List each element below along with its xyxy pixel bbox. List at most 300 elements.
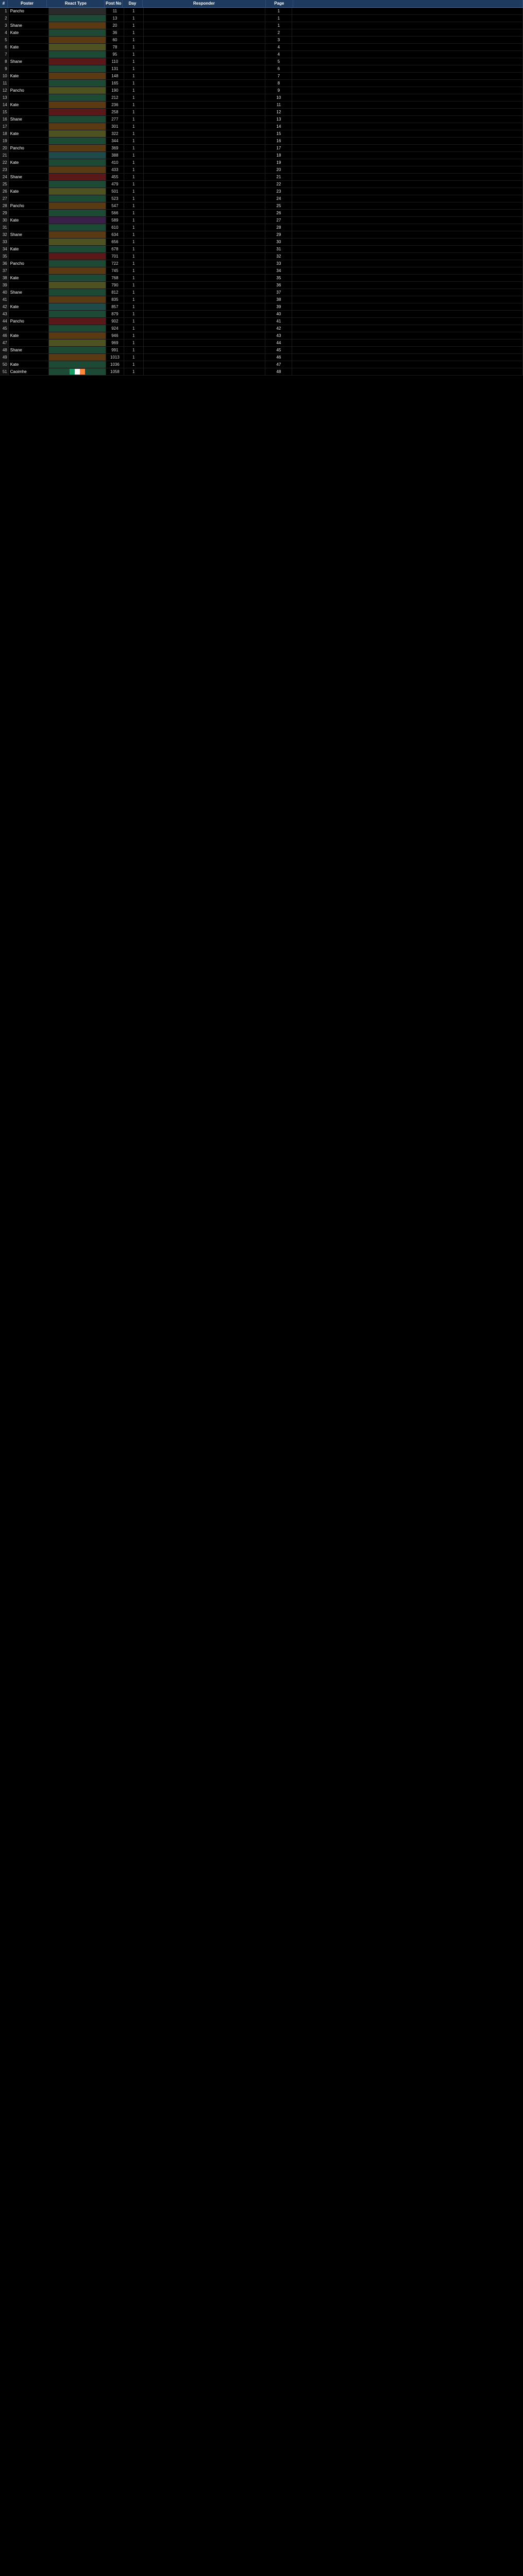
cell-page[interactable]: 17 xyxy=(265,145,292,151)
cell-post[interactable]: Kate xyxy=(9,101,49,108)
cell-post[interactable] xyxy=(9,210,49,216)
cell-day[interactable]: 1 xyxy=(124,181,144,188)
cell-num[interactable]: 1 xyxy=(0,8,9,14)
cell-day[interactable]: 1 xyxy=(124,260,144,267)
cell-pnum[interactable]: 946 xyxy=(106,332,124,339)
cell-post[interactable] xyxy=(9,340,49,346)
cell-num[interactable]: 4 xyxy=(0,29,9,36)
cell-post[interactable] xyxy=(9,239,49,245)
cell-num[interactable]: 36 xyxy=(0,260,9,267)
cell-num[interactable]: 38 xyxy=(0,275,9,281)
cell-note[interactable] xyxy=(292,195,523,202)
cell-day[interactable]: 1 xyxy=(124,65,144,72)
cell-pnum[interactable]: 790 xyxy=(106,282,124,289)
cell-num[interactable]: 20 xyxy=(0,145,9,151)
cell-note[interactable] xyxy=(292,152,523,159)
cell-page[interactable]: 19 xyxy=(265,159,292,166)
cell-react[interactable] xyxy=(49,239,106,245)
cell-page[interactable]: 12 xyxy=(265,109,292,115)
cell-num[interactable]: 46 xyxy=(0,332,9,339)
cell-pnum[interactable]: 78 xyxy=(106,44,124,50)
cell-num[interactable]: 34 xyxy=(0,246,9,252)
cell-day[interactable]: 1 xyxy=(124,94,144,101)
cell-page[interactable]: 38 xyxy=(265,296,292,303)
cell-num[interactable]: 48 xyxy=(0,347,9,353)
cell-num[interactable]: 11 xyxy=(0,80,9,87)
cell-num[interactable]: 35 xyxy=(0,253,9,260)
cell-page[interactable]: 33 xyxy=(265,260,292,267)
cell-num[interactable]: 9 xyxy=(0,65,9,72)
cell-day[interactable]: 1 xyxy=(124,289,144,296)
cell-page[interactable]: 1 xyxy=(265,8,292,14)
cell-page[interactable]: 37 xyxy=(265,289,292,296)
cell-page[interactable]: 48 xyxy=(265,368,292,375)
cell-note[interactable] xyxy=(292,29,523,36)
cell-post[interactable] xyxy=(9,224,49,231)
cell-react[interactable] xyxy=(49,275,106,281)
cell-resp[interactable] xyxy=(144,340,266,346)
cell-note[interactable] xyxy=(292,181,523,188)
cell-resp[interactable] xyxy=(144,347,266,353)
cell-num[interactable]: 13 xyxy=(0,94,9,101)
cell-react[interactable] xyxy=(49,181,106,188)
cell-post[interactable]: Kate xyxy=(9,361,49,368)
cell-day[interactable]: 1 xyxy=(124,246,144,252)
cell-react[interactable] xyxy=(49,123,106,130)
cell-num[interactable]: 18 xyxy=(0,130,9,137)
cell-day[interactable]: 1 xyxy=(124,361,144,368)
cell-day[interactable]: 1 xyxy=(124,188,144,195)
cell-resp[interactable] xyxy=(144,174,266,180)
cell-note[interactable] xyxy=(292,109,523,115)
cell-day[interactable]: 1 xyxy=(124,224,144,231)
cell-note[interactable] xyxy=(292,289,523,296)
cell-react[interactable] xyxy=(49,44,106,50)
cell-note[interactable] xyxy=(292,51,523,58)
cell-resp[interactable] xyxy=(144,332,266,339)
cell-resp[interactable] xyxy=(144,253,266,260)
cell-pnum[interactable]: 479 xyxy=(106,181,124,188)
cell-num[interactable]: 17 xyxy=(0,123,9,130)
header-react-type[interactable]: React Type xyxy=(47,0,105,7)
cell-pnum[interactable]: 991 xyxy=(106,347,124,353)
cell-react[interactable] xyxy=(49,116,106,123)
cell-num[interactable]: 49 xyxy=(0,354,9,361)
cell-note[interactable] xyxy=(292,130,523,137)
cell-resp[interactable] xyxy=(144,44,266,50)
cell-resp[interactable] xyxy=(144,224,266,231)
cell-post[interactable] xyxy=(9,195,49,202)
cell-resp[interactable] xyxy=(144,159,266,166)
cell-note[interactable] xyxy=(292,282,523,289)
cell-react[interactable] xyxy=(49,347,106,353)
cell-pnum[interactable]: 388 xyxy=(106,152,124,159)
cell-num[interactable]: 22 xyxy=(0,159,9,166)
cell-day[interactable]: 1 xyxy=(124,195,144,202)
cell-page[interactable]: 25 xyxy=(265,202,292,209)
cell-pnum[interactable]: 547 xyxy=(106,202,124,209)
cell-note[interactable] xyxy=(292,231,523,238)
cell-note[interactable] xyxy=(292,325,523,332)
cell-pnum[interactable]: 110 xyxy=(106,58,124,65)
cell-post[interactable]: Kate xyxy=(9,188,49,195)
cell-note[interactable] xyxy=(292,368,523,375)
cell-pnum[interactable]: 344 xyxy=(106,138,124,144)
cell-day[interactable]: 1 xyxy=(124,29,144,36)
cell-post[interactable]: Shane xyxy=(9,116,49,123)
cell-resp[interactable] xyxy=(144,246,266,252)
cell-page[interactable]: 1 xyxy=(265,22,292,29)
cell-react[interactable] xyxy=(49,332,106,339)
cell-post[interactable]: Kate xyxy=(9,275,49,281)
cell-day[interactable]: 1 xyxy=(124,231,144,238)
cell-post[interactable]: Shane xyxy=(9,22,49,29)
cell-note[interactable] xyxy=(292,22,523,29)
header-page[interactable]: Page xyxy=(266,0,293,7)
cell-note[interactable] xyxy=(292,340,523,346)
cell-react[interactable] xyxy=(49,303,106,310)
cell-post[interactable] xyxy=(9,282,49,289)
cell-pnum[interactable]: 722 xyxy=(106,260,124,267)
cell-react[interactable] xyxy=(49,109,106,115)
cell-resp[interactable] xyxy=(144,181,266,188)
cell-post[interactable]: Pancho xyxy=(9,8,49,14)
cell-pnum[interactable]: 36 xyxy=(106,29,124,36)
cell-react[interactable] xyxy=(49,325,106,332)
cell-pnum[interactable]: 20 xyxy=(106,22,124,29)
cell-note[interactable] xyxy=(292,73,523,79)
cell-note[interactable] xyxy=(292,303,523,310)
cell-react[interactable] xyxy=(49,260,106,267)
cell-page[interactable]: 9 xyxy=(265,87,292,94)
cell-resp[interactable] xyxy=(144,152,266,159)
cell-resp[interactable] xyxy=(144,289,266,296)
cell-pnum[interactable]: 410 xyxy=(106,159,124,166)
cell-note[interactable] xyxy=(292,354,523,361)
cell-resp[interactable] xyxy=(144,73,266,79)
header-responder[interactable]: Responder xyxy=(143,0,266,7)
cell-react[interactable] xyxy=(49,94,106,101)
cell-note[interactable] xyxy=(292,80,523,87)
cell-page[interactable]: 15 xyxy=(265,130,292,137)
cell-resp[interactable] xyxy=(144,318,266,325)
cell-post[interactable] xyxy=(9,296,49,303)
cell-note[interactable] xyxy=(292,296,523,303)
cell-post[interactable] xyxy=(9,325,49,332)
cell-note[interactable] xyxy=(292,44,523,50)
cell-day[interactable]: 1 xyxy=(124,138,144,144)
cell-note[interactable] xyxy=(292,311,523,317)
cell-day[interactable]: 1 xyxy=(124,332,144,339)
cell-day[interactable]: 1 xyxy=(124,109,144,115)
cell-resp[interactable] xyxy=(144,109,266,115)
cell-react[interactable] xyxy=(49,354,106,361)
cell-post[interactable]: Kate xyxy=(9,217,49,224)
cell-post[interactable]: Kate xyxy=(9,130,49,137)
cell-day[interactable]: 1 xyxy=(124,73,144,79)
cell-num[interactable]: 2 xyxy=(0,15,9,22)
cell-post[interactable]: Caoimhe xyxy=(9,368,49,375)
cell-react[interactable] xyxy=(49,166,106,173)
cell-day[interactable]: 1 xyxy=(124,51,144,58)
cell-day[interactable]: 1 xyxy=(124,174,144,180)
cell-resp[interactable] xyxy=(144,202,266,209)
cell-pnum[interactable]: 745 xyxy=(106,267,124,274)
cell-day[interactable]: 1 xyxy=(124,116,144,123)
cell-note[interactable] xyxy=(292,138,523,144)
cell-resp[interactable] xyxy=(144,138,266,144)
cell-post[interactable] xyxy=(9,109,49,115)
header-num[interactable]: # xyxy=(0,0,8,7)
cell-page[interactable]: 26 xyxy=(265,210,292,216)
cell-post[interactable] xyxy=(9,311,49,317)
cell-num[interactable]: 32 xyxy=(0,231,9,238)
cell-page[interactable]: 18 xyxy=(265,152,292,159)
cell-post[interactable]: Shane xyxy=(9,289,49,296)
cell-resp[interactable] xyxy=(144,51,266,58)
cell-note[interactable] xyxy=(292,188,523,195)
cell-react[interactable] xyxy=(49,159,106,166)
cell-post[interactable]: Shane xyxy=(9,174,49,180)
cell-page[interactable]: 41 xyxy=(265,318,292,325)
cell-page[interactable]: 4 xyxy=(265,44,292,50)
cell-react[interactable] xyxy=(49,58,106,65)
cell-num[interactable]: 29 xyxy=(0,210,9,216)
cell-pnum[interactable]: 433 xyxy=(106,166,124,173)
cell-pnum[interactable]: 165 xyxy=(106,80,124,87)
cell-page[interactable]: 27 xyxy=(265,217,292,224)
cell-react[interactable] xyxy=(49,361,106,368)
cell-num[interactable]: 21 xyxy=(0,152,9,159)
cell-day[interactable]: 1 xyxy=(124,354,144,361)
cell-resp[interactable] xyxy=(144,145,266,151)
cell-post[interactable]: Pancho xyxy=(9,145,49,151)
cell-page[interactable]: 44 xyxy=(265,340,292,346)
cell-resp[interactable] xyxy=(144,303,266,310)
cell-post[interactable] xyxy=(9,354,49,361)
cell-post[interactable] xyxy=(9,94,49,101)
cell-post[interactable]: Kate xyxy=(9,29,49,36)
cell-note[interactable] xyxy=(292,217,523,224)
cell-resp[interactable] xyxy=(144,80,266,87)
cell-num[interactable]: 33 xyxy=(0,239,9,245)
cell-page[interactable]: 8 xyxy=(265,80,292,87)
cell-note[interactable] xyxy=(292,123,523,130)
cell-pnum[interactable]: 95 xyxy=(106,51,124,58)
cell-page[interactable]: 28 xyxy=(265,224,292,231)
cell-resp[interactable] xyxy=(144,267,266,274)
cell-resp[interactable] xyxy=(144,58,266,65)
cell-post[interactable]: Pancho xyxy=(9,318,49,325)
cell-react[interactable] xyxy=(49,73,106,79)
cell-post[interactable] xyxy=(9,15,49,22)
cell-pnum[interactable]: 768 xyxy=(106,275,124,281)
cell-pnum[interactable]: 969 xyxy=(106,340,124,346)
cell-resp[interactable] xyxy=(144,368,266,375)
cell-num[interactable]: 42 xyxy=(0,303,9,310)
cell-page[interactable]: 6 xyxy=(265,65,292,72)
cell-page[interactable]: 29 xyxy=(265,231,292,238)
cell-day[interactable]: 1 xyxy=(124,217,144,224)
cell-react[interactable] xyxy=(49,152,106,159)
cell-resp[interactable] xyxy=(144,130,266,137)
cell-react[interactable] xyxy=(49,22,106,29)
cell-resp[interactable] xyxy=(144,94,266,101)
cell-day[interactable]: 1 xyxy=(124,253,144,260)
cell-num[interactable]: 5 xyxy=(0,37,9,43)
cell-resp[interactable] xyxy=(144,101,266,108)
cell-react[interactable] xyxy=(49,267,106,274)
cell-post[interactable] xyxy=(9,138,49,144)
header-notes[interactable] xyxy=(293,0,523,7)
cell-post[interactable] xyxy=(9,181,49,188)
cell-react[interactable] xyxy=(49,202,106,209)
cell-pnum[interactable]: 835 xyxy=(106,296,124,303)
cell-pnum[interactable]: 1036 xyxy=(106,361,124,368)
cell-pnum[interactable]: 369 xyxy=(106,145,124,151)
cell-react[interactable] xyxy=(49,37,106,43)
cell-num[interactable]: 27 xyxy=(0,195,9,202)
cell-day[interactable]: 1 xyxy=(124,145,144,151)
cell-pnum[interactable]: 1013 xyxy=(106,354,124,361)
cell-num[interactable]: 19 xyxy=(0,138,9,144)
cell-post[interactable] xyxy=(9,51,49,58)
cell-react[interactable] xyxy=(49,368,106,375)
cell-day[interactable]: 1 xyxy=(124,202,144,209)
cell-react[interactable] xyxy=(49,224,106,231)
cell-react[interactable] xyxy=(49,311,106,317)
cell-post[interactable]: Pancho xyxy=(9,202,49,209)
cell-react[interactable] xyxy=(49,130,106,137)
cell-num[interactable]: 44 xyxy=(0,318,9,325)
cell-note[interactable] xyxy=(292,94,523,101)
cell-day[interactable]: 1 xyxy=(124,15,144,22)
cell-page[interactable]: 32 xyxy=(265,253,292,260)
cell-post[interactable] xyxy=(9,37,49,43)
cell-pnum[interactable]: 258 xyxy=(106,109,124,115)
cell-pnum[interactable]: 566 xyxy=(106,210,124,216)
cell-day[interactable]: 1 xyxy=(124,296,144,303)
cell-note[interactable] xyxy=(292,87,523,94)
cell-page[interactable]: 21 xyxy=(265,174,292,180)
cell-page[interactable]: 47 xyxy=(265,361,292,368)
cell-num[interactable]: 14 xyxy=(0,101,9,108)
cell-pnum[interactable]: 1058 xyxy=(106,368,124,375)
cell-note[interactable] xyxy=(292,260,523,267)
cell-day[interactable]: 1 xyxy=(124,340,144,346)
cell-react[interactable] xyxy=(49,145,106,151)
cell-pnum[interactable]: 148 xyxy=(106,73,124,79)
cell-resp[interactable] xyxy=(144,188,266,195)
cell-day[interactable]: 1 xyxy=(124,282,144,289)
cell-note[interactable] xyxy=(292,239,523,245)
cell-day[interactable]: 1 xyxy=(124,22,144,29)
cell-day[interactable]: 1 xyxy=(124,58,144,65)
cell-pnum[interactable]: 60 xyxy=(106,37,124,43)
cell-resp[interactable] xyxy=(144,275,266,281)
cell-post[interactable] xyxy=(9,152,49,159)
cell-note[interactable] xyxy=(292,267,523,274)
cell-day[interactable]: 1 xyxy=(124,123,144,130)
cell-resp[interactable] xyxy=(144,22,266,29)
cell-post[interactable]: Shane xyxy=(9,58,49,65)
cell-pnum[interactable]: 212 xyxy=(106,94,124,101)
cell-num[interactable]: 51 xyxy=(0,368,9,375)
cell-resp[interactable] xyxy=(144,37,266,43)
cell-react[interactable] xyxy=(49,101,106,108)
cell-react[interactable] xyxy=(49,174,106,180)
cell-num[interactable]: 28 xyxy=(0,202,9,209)
cell-react[interactable] xyxy=(49,80,106,87)
cell-note[interactable] xyxy=(292,116,523,123)
cell-pnum[interactable]: 589 xyxy=(106,217,124,224)
cell-resp[interactable] xyxy=(144,87,266,94)
cell-day[interactable]: 1 xyxy=(124,347,144,353)
cell-pnum[interactable]: 924 xyxy=(106,325,124,332)
cell-resp[interactable] xyxy=(144,8,266,14)
cell-resp[interactable] xyxy=(144,282,266,289)
cell-post[interactable]: Pancho xyxy=(9,87,49,94)
cell-resp[interactable] xyxy=(144,210,266,216)
cell-page[interactable]: 40 xyxy=(265,311,292,317)
cell-pnum[interactable]: 11 xyxy=(106,8,124,14)
cell-post[interactable] xyxy=(9,253,49,260)
cell-note[interactable] xyxy=(292,332,523,339)
cell-post[interactable]: Kate xyxy=(9,332,49,339)
cell-note[interactable] xyxy=(292,253,523,260)
cell-note[interactable] xyxy=(292,15,523,22)
cell-react[interactable] xyxy=(49,188,106,195)
cell-day[interactable]: 1 xyxy=(124,37,144,43)
cell-note[interactable] xyxy=(292,37,523,43)
cell-page[interactable]: 13 xyxy=(265,116,292,123)
cell-num[interactable]: 7 xyxy=(0,51,9,58)
cell-day[interactable]: 1 xyxy=(124,275,144,281)
cell-react[interactable] xyxy=(49,296,106,303)
cell-day[interactable]: 1 xyxy=(124,311,144,317)
cell-resp[interactable] xyxy=(144,195,266,202)
cell-pnum[interactable]: 523 xyxy=(106,195,124,202)
cell-react[interactable] xyxy=(49,217,106,224)
cell-resp[interactable] xyxy=(144,15,266,22)
cell-post[interactable] xyxy=(9,80,49,87)
cell-page[interactable]: 43 xyxy=(265,332,292,339)
cell-num[interactable]: 3 xyxy=(0,22,9,29)
cell-react[interactable] xyxy=(49,195,106,202)
cell-num[interactable]: 37 xyxy=(0,267,9,274)
header-day[interactable]: Day xyxy=(123,0,143,7)
cell-day[interactable]: 1 xyxy=(124,159,144,166)
cell-pnum[interactable]: 879 xyxy=(106,311,124,317)
cell-page[interactable]: 36 xyxy=(265,282,292,289)
cell-pnum[interactable]: 656 xyxy=(106,239,124,245)
cell-note[interactable] xyxy=(292,318,523,325)
cell-react[interactable] xyxy=(49,340,106,346)
cell-react[interactable] xyxy=(49,65,106,72)
cell-day[interactable]: 1 xyxy=(124,8,144,14)
cell-resp[interactable] xyxy=(144,116,266,123)
cell-page[interactable]: 16 xyxy=(265,138,292,144)
cell-resp[interactable] xyxy=(144,354,266,361)
cell-pnum[interactable]: 501 xyxy=(106,188,124,195)
cell-num[interactable]: 43 xyxy=(0,311,9,317)
cell-pnum[interactable]: 13 xyxy=(106,15,124,22)
cell-page[interactable]: 46 xyxy=(265,354,292,361)
cell-post[interactable] xyxy=(9,123,49,130)
cell-num[interactable]: 16 xyxy=(0,116,9,123)
cell-num[interactable]: 40 xyxy=(0,289,9,296)
cell-note[interactable] xyxy=(292,224,523,231)
